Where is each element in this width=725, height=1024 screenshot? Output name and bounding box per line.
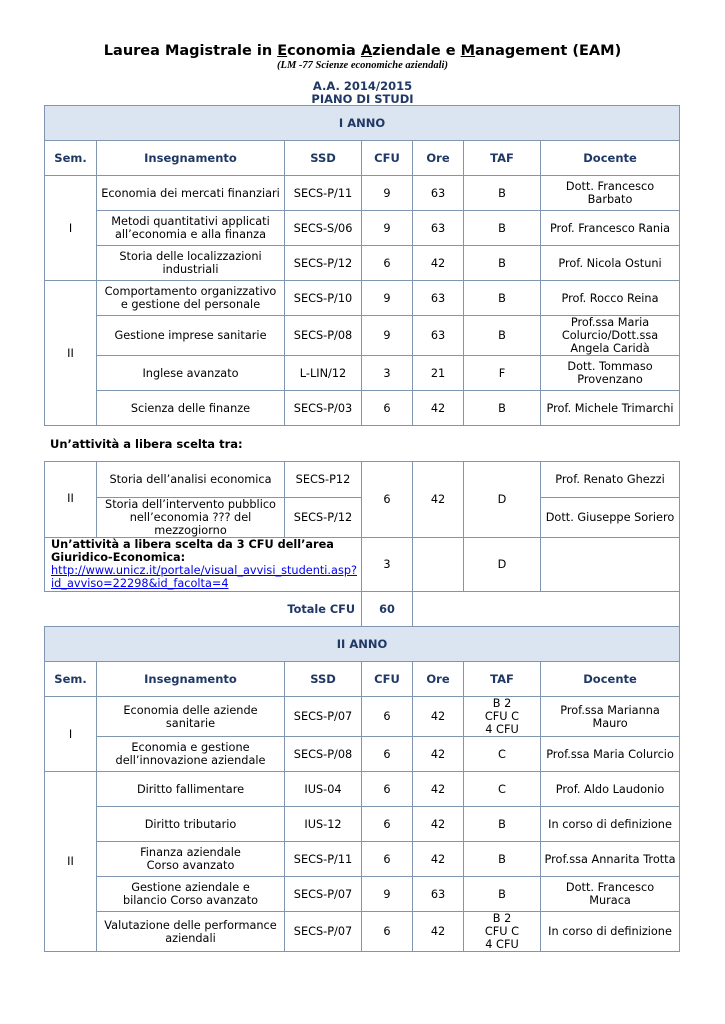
taf-cell: B 2 CFU C 4 CFU (464, 697, 541, 737)
docente-cell: Dott. Giuseppe Soriero (541, 498, 680, 538)
course-cell: Economia dei mercati finanziari (97, 176, 285, 211)
ore-cell: 63 (413, 281, 464, 316)
table-row (45, 737, 680, 772)
ssd-cell: SECS-P/07 (285, 912, 362, 952)
taf-cell: C (464, 737, 541, 772)
docente-cell: Dott. Tommaso Provenzano (541, 356, 680, 391)
taf-cell: B (464, 842, 541, 877)
academic-year: A.A. 2014/2015 (312, 79, 413, 93)
ore-cell: 42 (413, 912, 464, 952)
ore-cell: 63 (413, 176, 464, 211)
elective-heading: Un’attività a libera scelta tra: (50, 437, 243, 451)
col-sem: Sem. (45, 662, 97, 697)
ssd-cell: SECS-P/10 (285, 281, 362, 316)
ore-cell: 42 (413, 391, 464, 426)
cfu-cell: 6 (362, 737, 413, 772)
ore-cell: 63 (413, 316, 464, 356)
col-course: Insegnamento (97, 662, 285, 697)
taf-cell: C (464, 772, 541, 807)
ssd-cell: SECS-P/11 (285, 176, 362, 211)
elective-table (44, 461, 680, 627)
table-row (45, 356, 680, 391)
ore-cell: 63 (413, 211, 464, 246)
table-row (45, 807, 680, 842)
cfu-cell: 6 (362, 697, 413, 737)
ssd-cell: SECS-P/08 (285, 316, 362, 356)
taf-cell: B 2 CFU C 4 CFU (464, 912, 541, 952)
col-ssd: SSD (285, 662, 362, 697)
ssd-cell: SECS-P/12 (285, 498, 362, 538)
ssd-cell: SECS-P/07 (285, 877, 362, 912)
taf-cell: D (464, 462, 541, 538)
cfu-cell: 6 (362, 462, 413, 538)
col-sem: Sem. (45, 141, 97, 176)
course-cell: Economia e gestione dell’innovazione aziendale (97, 737, 285, 772)
course-cell: Storia dell’intervento pubblico nell’economia ??? del mezzogiorno (97, 498, 285, 538)
cfu-cell: 6 (362, 772, 413, 807)
cfu-cell: 9 (362, 211, 413, 246)
docente-cell: Dott. Francesco Muraca (541, 877, 680, 912)
docente-cell: Prof.ssa Marianna Mauro (541, 697, 680, 737)
ssd-cell: SECS-P/03 (285, 391, 362, 426)
course-cell: Metodi quantitativi applicati all’economia e alla finanza (97, 211, 285, 246)
area-elective-link[interactable]: http://www.unicz.it/portale/visual_avvisi_studenti.asp?id_avviso=22298&id_facolta=4 (51, 564, 357, 590)
semester-cell: II (45, 281, 97, 426)
docente-cell: Prof. Renato Ghezzi (541, 462, 680, 498)
ore-cell: 42 (413, 462, 464, 538)
course-cell: Gestione aziendale e bilancio Corso avanzato (97, 877, 285, 912)
docente-cell: Prof. Francesco Rania (541, 211, 680, 246)
docente-cell: Prof.ssa Annarita Trotta (541, 842, 680, 877)
ore-cell: 42 (413, 842, 464, 877)
col-ssd: SSD (285, 141, 362, 176)
course-cell: Diritto fallimentare (97, 772, 285, 807)
col-docente: Docente (541, 662, 680, 697)
ore-cell: 42 (413, 807, 464, 842)
ssd-cell: L-LIN/12 (285, 356, 362, 391)
taf-cell: B (464, 391, 541, 426)
semester-cell: I (45, 697, 97, 772)
document-title: Laurea Magistrale in Economia Aziendale e Management (EAM) (103, 43, 622, 59)
col-ore: Ore (413, 662, 464, 697)
area-elective-title: Un’attività a libera scelta da 3 CFU dell’area Giuridico-Economica: (51, 538, 334, 564)
year1-table (44, 105, 680, 426)
docente-cell: In corso di definizione (541, 807, 680, 842)
taf-cell: B (464, 176, 541, 211)
course-cell: Storia delle localizzazioni industriali (97, 246, 285, 281)
column-headers (45, 662, 680, 697)
docente-cell: Prof. Nicola Ostuni (541, 246, 680, 281)
taf-cell: D (464, 538, 541, 592)
taf-cell: B (464, 316, 541, 356)
ssd-cell: SECS-P/08 (285, 737, 362, 772)
cfu-cell: 6 (362, 912, 413, 952)
ore-cell: 42 (413, 697, 464, 737)
course-cell: Economia delle aziende sanitarie (97, 697, 285, 737)
taf-cell: B (464, 211, 541, 246)
taf-cell: F (464, 356, 541, 391)
ore-cell: 42 (413, 772, 464, 807)
course-cell: Valutazione delle performance aziendali (97, 912, 285, 952)
semester-cell: II (45, 462, 97, 538)
docente-cell: Prof. Aldo Laudonio (541, 772, 680, 807)
ssd-cell: IUS-12 (285, 807, 362, 842)
table-row (45, 912, 680, 952)
ore-cell: 42 (413, 246, 464, 281)
table-row (45, 697, 680, 737)
col-cfu: CFU (362, 662, 413, 697)
col-taf: TAF (464, 141, 541, 176)
cfu-cell: 3 (362, 538, 413, 592)
ssd-cell: SECS-P12 (285, 462, 362, 498)
ore-cell: 21 (413, 356, 464, 391)
total-value: 60 (362, 592, 413, 627)
col-cfu: CFU (362, 141, 413, 176)
docente-cell: Prof. Michele Trimarchi (541, 391, 680, 426)
cfu-cell: 9 (362, 316, 413, 356)
taf-cell: B (464, 877, 541, 912)
course-cell: Inglese avanzato (97, 356, 285, 391)
table-row (45, 391, 680, 426)
ore-cell: 42 (413, 737, 464, 772)
course-cell: Finanza aziendale Corso avanzato (97, 842, 285, 877)
table-row (45, 281, 680, 316)
taf-cell: B (464, 281, 541, 316)
col-course: Insegnamento (97, 141, 285, 176)
cfu-cell: 9 (362, 877, 413, 912)
docente-cell: Prof.ssa Maria Colurcio/Dott.ssa Angela Caridà (541, 316, 680, 356)
ssd-cell: SECS-S/06 (285, 211, 362, 246)
col-taf: TAF (464, 662, 541, 697)
area-elective-cell (45, 538, 362, 592)
semester-cell: II (45, 772, 97, 952)
docente-cell: Prof. Rocco Reina (541, 281, 680, 316)
year1-header: I ANNO (45, 106, 680, 141)
total-label: Totale CFU (287, 602, 355, 616)
table-row (45, 246, 680, 281)
ssd-cell: SECS-P/12 (285, 246, 362, 281)
year2-header: II ANNO (45, 627, 680, 662)
cfu-cell: 6 (362, 807, 413, 842)
year2-table (44, 626, 680, 952)
cfu-cell: 9 (362, 176, 413, 211)
table-row (45, 842, 680, 877)
table-row (45, 772, 680, 807)
course-cell: Scienza delle finanze (97, 391, 285, 426)
table-row (45, 176, 680, 211)
cfu-cell: 6 (362, 246, 413, 281)
table-row (45, 877, 680, 912)
cfu-cell: 9 (362, 281, 413, 316)
plan-title: PIANO DI STUDI (311, 92, 414, 106)
docente-cell (541, 538, 680, 592)
table-row (45, 538, 680, 592)
column-headers (45, 141, 680, 176)
ssd-cell: SECS-P/11 (285, 842, 362, 877)
course-cell: Storia dell’analisi economica (97, 462, 285, 498)
table-row (45, 316, 680, 356)
course-cell: Gestione imprese sanitarie (97, 316, 285, 356)
document-subtitle: (LM -77 Scienze economiche aziendali) (277, 60, 448, 71)
total-filler (413, 592, 680, 627)
cfu-cell: 6 (362, 842, 413, 877)
cfu-cell: 6 (362, 391, 413, 426)
table-row (45, 211, 680, 246)
docente-cell: Prof.ssa Maria Colurcio (541, 737, 680, 772)
course-cell: Comportamento organizzativo e gestione del personale (97, 281, 285, 316)
taf-cell: B (464, 807, 541, 842)
col-docente: Docente (541, 141, 680, 176)
docente-cell: Dott. Francesco Barbato (541, 176, 680, 211)
semester-cell: I (45, 176, 97, 281)
col-ore: Ore (413, 141, 464, 176)
total-row (45, 592, 680, 627)
ssd-cell: IUS-04 (285, 772, 362, 807)
ore-cell (413, 538, 464, 592)
table-row (45, 462, 680, 498)
docente-cell: In corso di definizione (541, 912, 680, 952)
cfu-cell: 3 (362, 356, 413, 391)
ore-cell: 63 (413, 877, 464, 912)
taf-cell: B (464, 246, 541, 281)
course-cell: Diritto tributario (97, 807, 285, 842)
ssd-cell: SECS-P/07 (285, 697, 362, 737)
